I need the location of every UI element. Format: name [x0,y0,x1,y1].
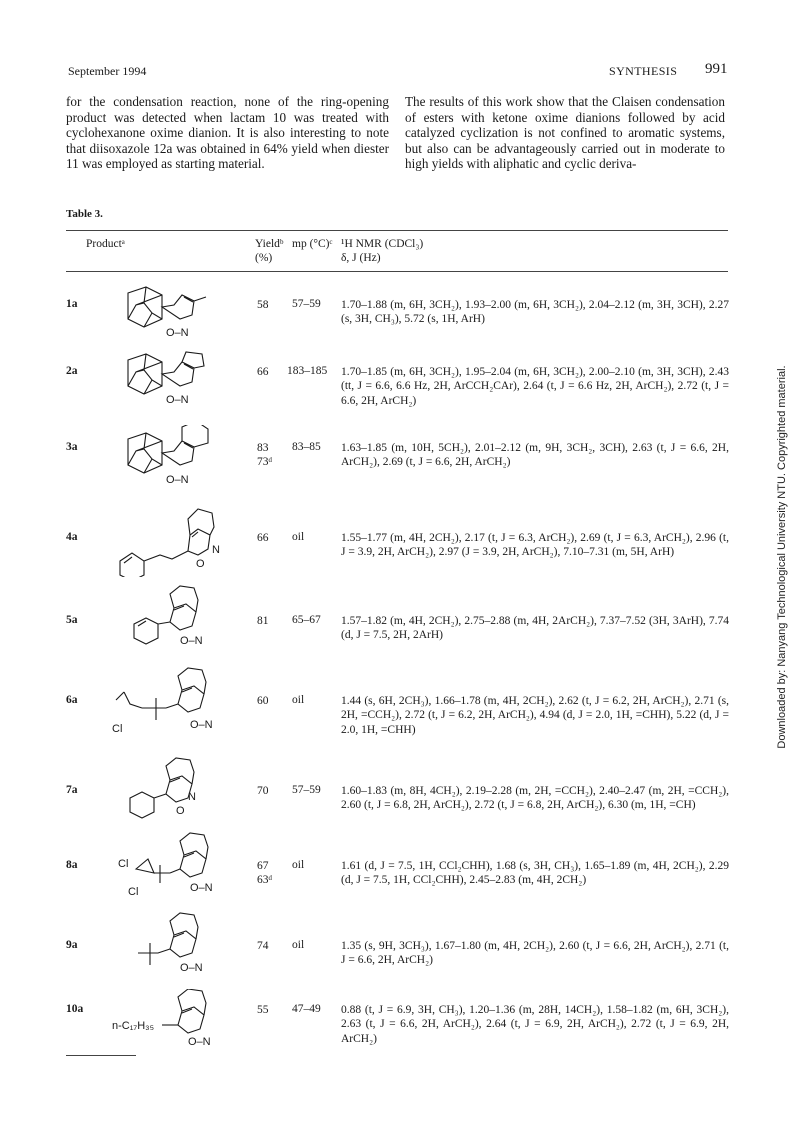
table-bottom-rule [66,1055,136,1056]
nmr-data: 1.70–1.88 (m, 6H, 3CH₂), 1.93–2.00 (m, 6H, 3CH₂), 2.04–2.12 (m, 3H, 3CH), 2.27 (s, 3H, CH₃), 5.72 (s, 1H, ArH) [341,299,729,326]
mp-value: 47–49 [292,1003,321,1015]
yield-value: 55 [257,1004,269,1016]
nmr-data: 1.70–1.85 (m, 6H, 3CH₂), 1.95–2.04 (m, 6H, 3CH₂), 2.00–2.10 (m, 3H, 3CH), 2.43 (tt, J = 6.6, 6.6 Hz, 2H, ArCCH₂CAr), 2.64 (t, J = 6.6 Hz, 2H, ArCH₂), 2.72 (t, J = 6.6, 2H, ArCH₂) [341,366,729,407]
nmr-data: 1.55–1.77 (m, 4H, 2CH₂), 2.17 (t, J = 6.3, ArCH₂), 2.69 (t, J = 6.3, ArCH₂), 2.96 (t, J = 3.9, 2H, ArCH₂), 2.97 (J = 3.9, 2H, ArCH₂), 7.10–7.31 (m, 5H, ArH) [341,532,729,559]
yield-value: 66 [257,366,269,378]
heteroatom-label: O–N [188,1036,211,1048]
header-yield: Yieldᵇ (%) [255,238,284,264]
structure-4a [108,505,228,577]
heteroatom-label: O–N [190,719,213,731]
heteroatom-label: O–N [180,635,203,647]
nmr-data: 1.61 (d, J = 7.5, 1H, CCl₂CHH), 1.68 (s, 3H, CH₃), 1.65–1.89 (m, 4H, 2CH₂), 2.29 (d, J = 7.5, 1H, CCl₂CHH), 2.45–2.83 (m, 4H, 2CH₂) [341,860,729,887]
heteroatom-label: N [188,791,196,803]
header-mp: mp (°C)ᶜ [292,238,333,250]
heteroatom-label: N [212,544,220,556]
compound-id: 5a [66,614,78,626]
table-top-rule [66,230,728,231]
body-text-left-column: for the condensation reaction, none of the ring-opening product was detected when lactam 10 was treated with cyclohexanone oxime dianion. It is also interesting to note that diisoxazole 12a was obtained in 64% yield when diester 11 was employed as starting material. [66,94,389,172]
body-text-right-column: The results of this work show that the Claisen condensation of esters with ketone oxime dianions followed by acid catalyzed cyclization is not confined to aromatic systems, but also can be advantageously carried out in moderate to high yields with aliphatic and cyclic deriva- [405,94,725,172]
table-header-rule [66,271,728,272]
header-nmr: ¹H NMR (CDCl₃) δ, J (Hz) [341,238,424,264]
heteroatom-label: O–N [166,394,189,406]
heteroatom-label: O [176,805,185,817]
mp-value: oil [292,531,305,543]
nmr-data: 1.57–1.82 (m, 4H, 2CH₂), 2.75–2.88 (m, 4H, 2ArCH₂), 7.37–7.52 (3H, 3ArH), 7.74 (d, J = 7.5, 2H, 2ArH) [341,615,729,642]
nmr-data: 1.35 (s, 9H, 3CH₃), 1.67–1.80 (m, 4H, 2CH₂), 2.60 (t, J = 6.6, 2H, ArCH₂), 2.71 (t, J = 6.6, 2H, ArCH₂) [341,940,729,967]
mp-value: oil [292,939,305,951]
mp-value: 183–185 [287,365,328,377]
nmr-data: 1.44 (s, 6H, 2CH₃), 1.66–1.78 (m, 4H, 2CH₂), 2.62 (t, J = 6.2, 2H, ArCH₂), 2.71 (s, 2H, =CCH₂), 2.72 (t, J = 6.2, 2H, ArCH₂), 4.94 (d, J = 2.0, 1H, =CHH), 5.22 (d, J = 2.0, 1H, =CHH) [341,695,729,736]
yield-value: 74 [257,940,269,952]
structure-5a [108,584,218,660]
yield-value: 70 [257,785,269,797]
compound-id: 9a [66,939,78,951]
structure-6a [108,664,228,740]
structure-3a [108,425,218,497]
mp-value: oil [292,694,305,706]
structure-10a [108,989,228,1051]
yield-value: 58 [257,299,269,311]
mp-value: 57–59 [292,784,321,796]
compound-id: 6a [66,694,78,706]
structure-8a [108,829,228,901]
substituent-label: n-C₁₇H₃₅ [112,1020,155,1032]
yield-value: 67 63ᵈ [257,860,273,886]
heteroatom-label: Cl [112,723,123,735]
mp-value: oil [292,859,305,871]
yield-value: 60 [257,695,269,707]
nmr-data: 1.63–1.85 (m, 10H, 5CH₂), 2.01–2.12 (m, 9H, 3CH₂, 3CH), 2.63 (t, J = 6.6, 2H, ArCH₂), 2.69 (t, J = 6.6, 2H, ArCH₂) [341,442,729,469]
mp-value: 83–85 [292,441,321,453]
compound-id: 10a [66,1003,84,1015]
heteroatom-label: O [196,558,205,570]
structure-9a [108,909,218,981]
structure-2a [108,350,218,412]
heteroatom-label: Cl [128,886,139,898]
header-product: Productᵃ [86,238,125,250]
yield-value: 66 [257,532,269,544]
mp-value: 65–67 [292,614,321,626]
mp-value: 57–59 [292,298,321,310]
running-header-journal: SYNTHESIS [609,64,678,78]
running-header-date: September 1994 [68,64,147,78]
page-number: 991 [705,61,728,77]
heteroatom-label: O–N [166,327,189,339]
heteroatom-label: O–N [166,474,189,486]
compound-id: 8a [66,859,78,871]
yield-value: 81 [257,615,269,627]
compound-id: 7a [66,784,78,796]
table-title: Table 3. [66,208,103,220]
structure-7a [108,752,218,832]
compound-id: 3a [66,441,78,453]
heteroatom-label: O–N [190,882,213,894]
nmr-data: 0.88 (t, J = 6.9, 3H, CH₃), 1.20–1.36 (m, 28H, 14CH₂), 1.58–1.82 (m, 6H, 3CH₂), 2.63 (t, J = 6.6, 2H, ArCH₂), 2.64 (t, J = 6.9, 2H, ArCH₂), 2.72 (t, J = 6.9, 2H, ArCH₂) [341,1004,729,1045]
structure-1a [108,283,218,345]
compound-id: 4a [66,531,78,543]
heteroatom-label: O–N [180,962,203,974]
heteroatom-label: Cl [118,858,129,870]
download-watermark: Downloaded by: Nanyang Technological University NTU. Copyrighted material. [776,365,788,749]
compound-id: 2a [66,365,78,377]
compound-id: 1a [66,298,78,310]
nmr-data: 1.60–1.83 (m, 8H, 4CH₂), 2.19–2.28 (m, 2H, =CCH₂), 2.40–2.47 (m, 2H, =CCH₂), 2.60 (t, J = 6.8, 2H, ArCH₂), 2.72 (t, J = 6.8, 2H, ArCH₂), 6.30 (m, 1H, =CH) [341,785,729,812]
yield-value: 83 73ᵈ [257,442,273,468]
